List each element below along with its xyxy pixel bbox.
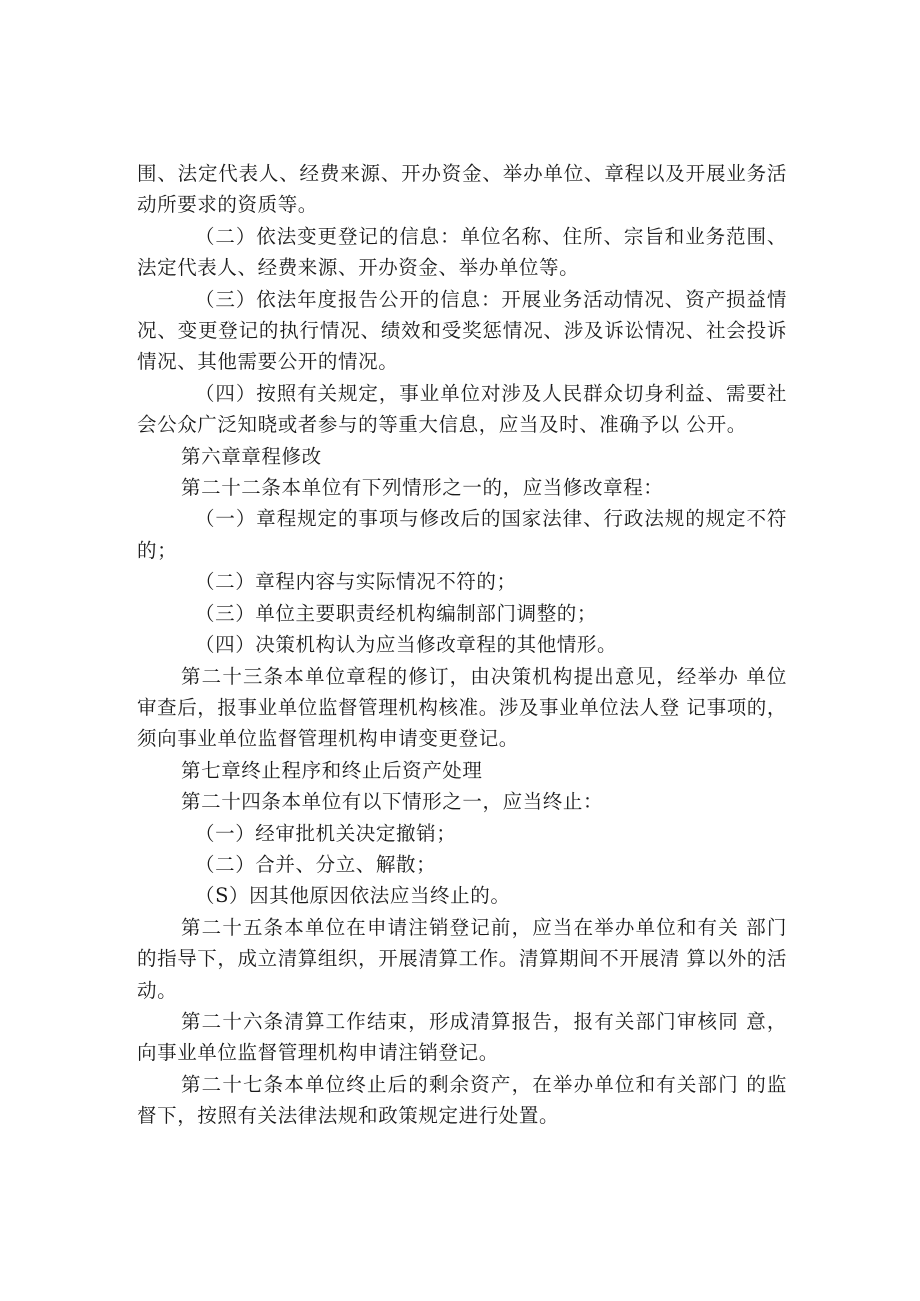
paragraph-continuation: 围、法定代表人、经费来源、开办资金、举办单位、章程以及开展业务活动所要求的资质等。 [137, 162, 787, 217]
article-22-item-3: （三）单位主要职责经机构编制部门调整的； [195, 601, 598, 625]
paragraph-item-3: （三）依法年度报告公开的信息：开展业务活动情况、资产损益情况、变更登记的执行情况、绩效和受奖惩情况、涉及诉讼情况、社会投诉情况、其他需要公开的情况。 [137, 287, 787, 374]
article-23: 第二十三条本单位章程的修订，由决策机构提出意见，经举办 单位审查后，报事业单位监督管理机构核准。涉及事业单位法人登 记事项的，须向事业单位监督管理机构申请变更登记。 [137, 664, 787, 751]
article-22-item-4: （四）决策机构认为应当修改章程的其他情形。 [195, 633, 618, 657]
paragraph-item-4: （四）按照有关规定，事业单位对涉及人民群众切身利益、需要社会公众广泛知晓或者参与的等重大信息，应当及时、准确予以 公开。 [137, 381, 787, 437]
article-27: 第二十七条本单位终止后的剩余资产，在举办单位和有关部门 的监督下，按照有关法律法规和政策规定进行处置。 [137, 1072, 787, 1128]
paragraph-item-2: （二）依法变更登记的信息：单位名称、住所、宗旨和业务范围、法定代表人、经费来源、开办资金、举办单位等。 [137, 224, 787, 280]
article-24-item-1: （一）经审批机关决定撤销； [195, 821, 457, 845]
chapter-7-heading: 第七章终止程序和终止后资产处理 [181, 758, 483, 782]
article-26: 第二十六条清算工作结束，形成清算报告，报有关部门审核同 意，向事业单位监督管理机构申请注销登记。 [137, 1009, 787, 1065]
chapter-6-heading: 第六章章程修改 [181, 444, 322, 468]
article-24-item-2: （二）合并、分立、解散； [195, 852, 437, 876]
article-25: 第二十五条本单位在申请注销登记前，应当在举办单位和有关 部门的指导下，成立清算组织，开展清算工作。清算期间不开展清 算以外的活动。 [137, 915, 787, 1002]
document-body [137, 158, 787, 1132]
article-22-item-2: （二）章程内容与实际情况不符的； [195, 570, 517, 594]
article-22-item-1: （一）章程规定的事项与修改后的国家法律、行政法规的规定不符的； [137, 507, 787, 562]
article-24: 第二十四条本单位有以下情形之一，应当终止： [181, 790, 604, 814]
article-24-item-3: （S）因其他原因依法应当终止的。 [195, 884, 511, 908]
article-22: 第二十二条本单位有下列情形之一的，应当修改章程： [181, 476, 664, 500]
